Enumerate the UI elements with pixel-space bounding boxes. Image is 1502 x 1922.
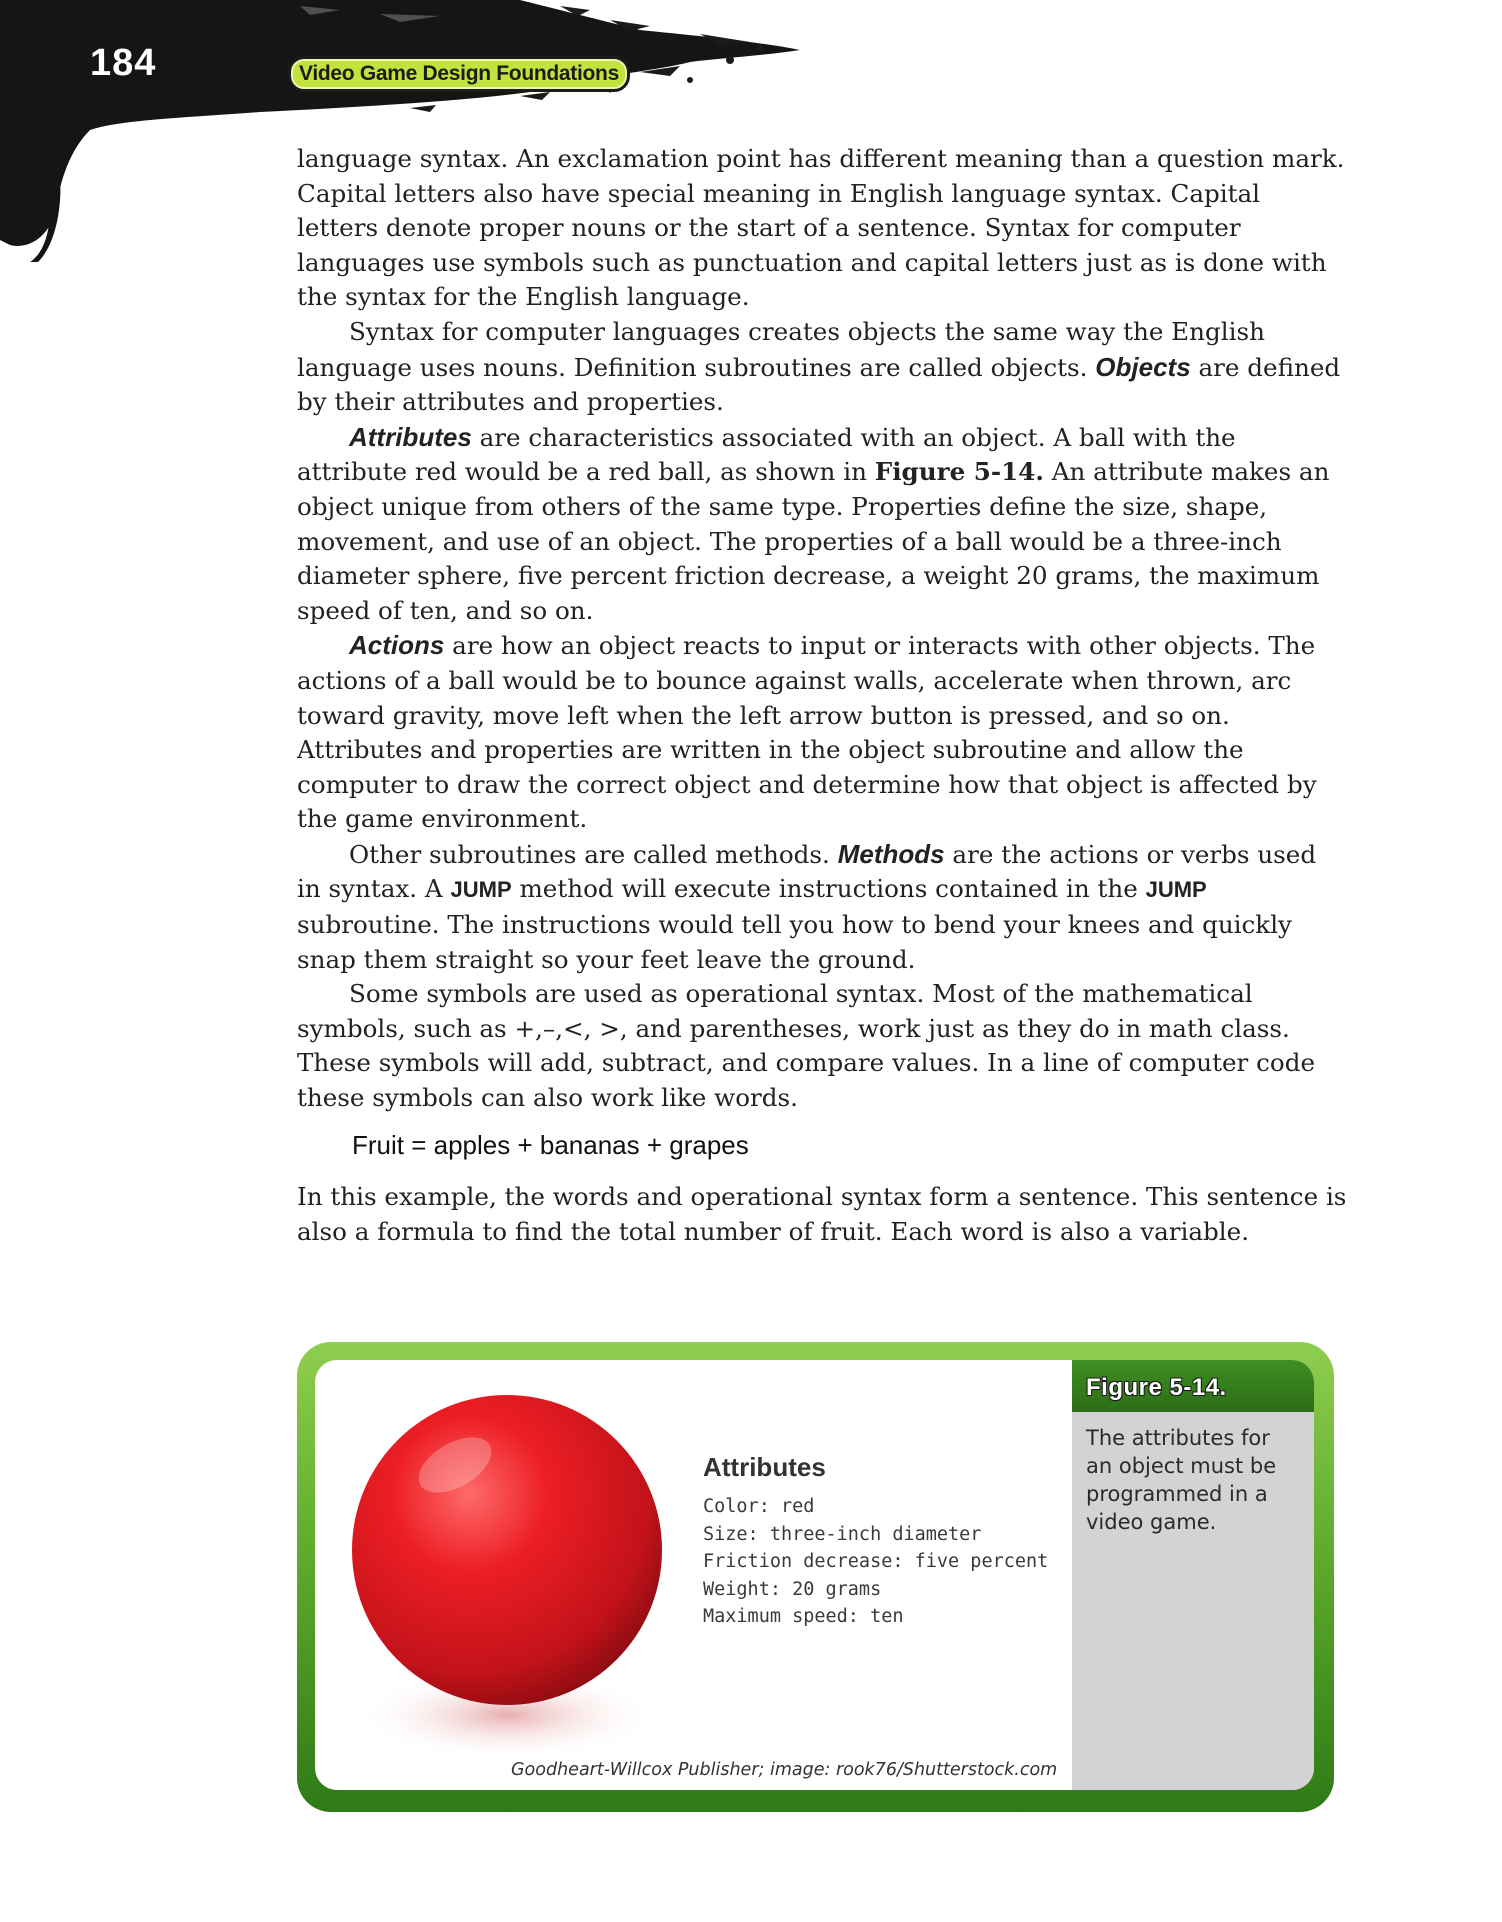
term-attributes: Attributes [349,421,472,452]
code-jump: JUMP [1145,877,1207,903]
figure-label-bar [1072,1360,1314,1412]
paragraph: In this example, the words and operational syntax form a sentence. This sentence is also a formula to find the total number of fruit. Each word is also a variable. [297,1182,1347,1246]
paragraph: Syntax for computer languages creates objects the same way the English language uses nouns. Definition subroutines are called objects. Objects are defined by their attributes and properties. [297,316,1341,417]
attribute-item: Size: three-inch diameter [703,1523,982,1545]
figure-caption-sidebar [1072,1360,1314,1790]
attributes-heading: Attributes [703,1452,826,1482]
code-jump: JUMP [450,877,512,903]
red-ball-image [337,1370,677,1790]
paragraph: Attributes are characteristics associated with an object. A ball with the attribute red would be a red ball, as shown in Figure 5-14. An attribute makes an object unique from others of the same type. Properties define the size, shape, movement, and use of an object. The properties of a ball would be a three-inch diameter sphere, five percent friction decrease, a weight 20 grams, the maximum speed of ten, and so on. [297,421,1330,625]
term-objects: Objects [1095,351,1191,382]
figure-label: Figure 5-14. [1086,1374,1227,1401]
attribute-item: Friction decrease: five percent [703,1551,1049,1572]
term-actions: Actions [349,630,445,661]
paragraph: Other subroutines are called methods. Methods are the actions or verbs used in syntax. A JUMP method will execute instructions contained in the JUMP subroutine. The instructions would tell you how to bend your knees and quickly snap them straight so your feet leave the ground. [297,838,1317,974]
figure-caption: The attributes for an object must be programmed in a video game. [1086,1426,1277,1534]
figure-panel [315,1360,1314,1790]
book-title-badge: Video Game Design Foundations [288,56,630,92]
paragraph: Actions are how an object reacts to input or interacts with other objects. The actions of a ball would be to bounce against walls, accelerate when thrown, arc toward gravity, move left when the left arrow button is pressed, and so on. Attributes and properties are written in the object subroutine and allow the computer to draw the correct object and determine how that object is affected by the game environment. [297,630,1317,834]
image-credit: Goodheart-Willcox Publisher; image: rook76/Shutterstock.com [511,1760,1058,1780]
attribute-item: Weight: 20 grams [703,1578,882,1600]
figure-reference: Figure 5-14. [874,457,1044,487]
code-formula: Fruit = apples + bananas + grapes [352,1129,749,1160]
attribute-item: Maximum speed: ten [703,1606,904,1627]
page-number: 184 [90,42,157,84]
body-text [297,142,1347,1249]
paragraph: language syntax. An exclamation point has different meaning than a question mark. Capital letters also have special meaning in English language syntax. Capital letters denote proper nouns or the start of a sentence. Syntax for computer languages use symbols such as punctuation and capital letters just as is done with the syntax for the English language. [297,144,1345,312]
paragraph: Some symbols are used as operational syntax. Most of the mathematical symbols, such as +,–,<, >, and parentheses, work just as they do in math class. These symbols will add, subtract, and compare values. In a line of computer code these symbols can also work like words. [297,979,1315,1113]
term-methods: Methods [837,838,945,869]
figure-5-14 [297,1342,1334,1812]
attributes-list [703,1452,1048,1631]
attribute-item: Color: red [703,1496,815,1517]
